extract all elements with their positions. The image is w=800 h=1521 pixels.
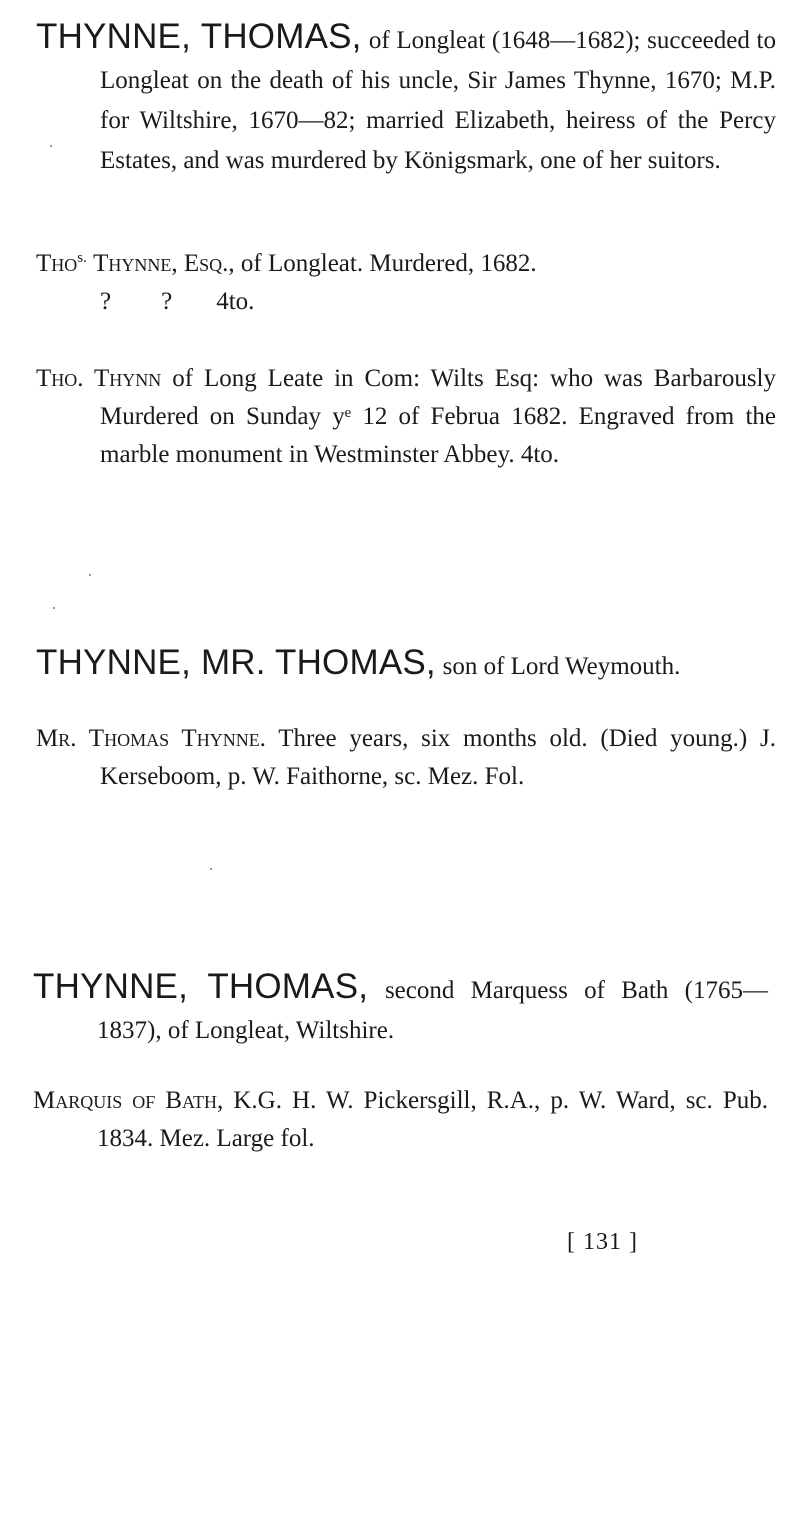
scan-speck <box>53 607 55 609</box>
page-number: [ 131 ] <box>567 1229 638 1255</box>
portrait-title-superscript: s. <box>77 250 87 266</box>
entry-heading <box>36 18 776 180</box>
portrait-title: Tho. Thynn <box>36 365 162 392</box>
entry-name: THYNNE, THOMAS, <box>36 17 362 56</box>
entry-heading <box>36 644 776 686</box>
portrait-text: of Long Leate in Com: Wilts Esq: who was Barbarously Murdered on Sunday yᵉ 12 of Februa 1682. Engraved from the marble monument in Westminster Abbey. 4to. <box>100 365 777 468</box>
portrait-item <box>36 720 776 796</box>
portrait-format-row <box>100 283 776 321</box>
portrait-text: of Longleat. Murdered, 1682. <box>240 250 537 277</box>
format-engraver: ? <box>161 288 173 315</box>
portrait-title: Marquis of Bath, <box>33 1087 224 1114</box>
entry-name: THYNNE, THOMAS, <box>33 967 369 1006</box>
portrait-title: Tho <box>36 250 78 277</box>
scan-speck <box>50 145 52 147</box>
entry-description: son of Lord Weymouth. <box>442 653 681 680</box>
portrait-item <box>36 360 776 474</box>
format-painter: ? <box>100 288 112 315</box>
scan-speck <box>210 868 212 870</box>
scan-speck <box>89 574 91 576</box>
portrait-text: K.G. H. W. Pickersgill, R.A., p. W. Ward, sc. Pub. 1834. Mez. Large fol. <box>97 1087 768 1152</box>
portrait-item <box>33 1082 768 1158</box>
format-size: 4to. <box>216 288 255 315</box>
portrait-description <box>33 1082 768 1158</box>
portrait-text: Three years, six months old. (Died young.) J. Kerseboom, p. W. Faithorne, sc. Mez. Fol. <box>100 725 776 790</box>
portrait-description <box>36 720 776 796</box>
portrait-item <box>36 245 776 321</box>
entry-thomas-thynne-marquess-of-bath <box>33 968 768 1050</box>
entry-description: of Longleat (1648—1682); succeeded to Longleat on the death of his uncle, Sir James Thynne, 1670; M.P. for Wiltshire, 1670—82; married Elizabeth, heiress of the Percy Estates, and was murdered by Königsmark, one of her suitors. <box>100 27 777 174</box>
entry-description: second Marquess of Bath (1765—1837), of Longleat, Wiltshire. <box>97 977 768 1044</box>
portrait-description <box>36 245 776 321</box>
entry-mr-thomas-thynne <box>36 644 776 686</box>
portrait-title-continued: Thynne, Esq., <box>93 250 235 277</box>
portrait-title: Mr. Thomas Thynne. <box>36 725 266 752</box>
entry-heading <box>33 968 768 1050</box>
portrait-description <box>36 360 776 474</box>
entry-thomas-thynne-longleat <box>36 18 776 180</box>
entry-name: THYNNE, MR. THOMAS, <box>36 643 436 682</box>
